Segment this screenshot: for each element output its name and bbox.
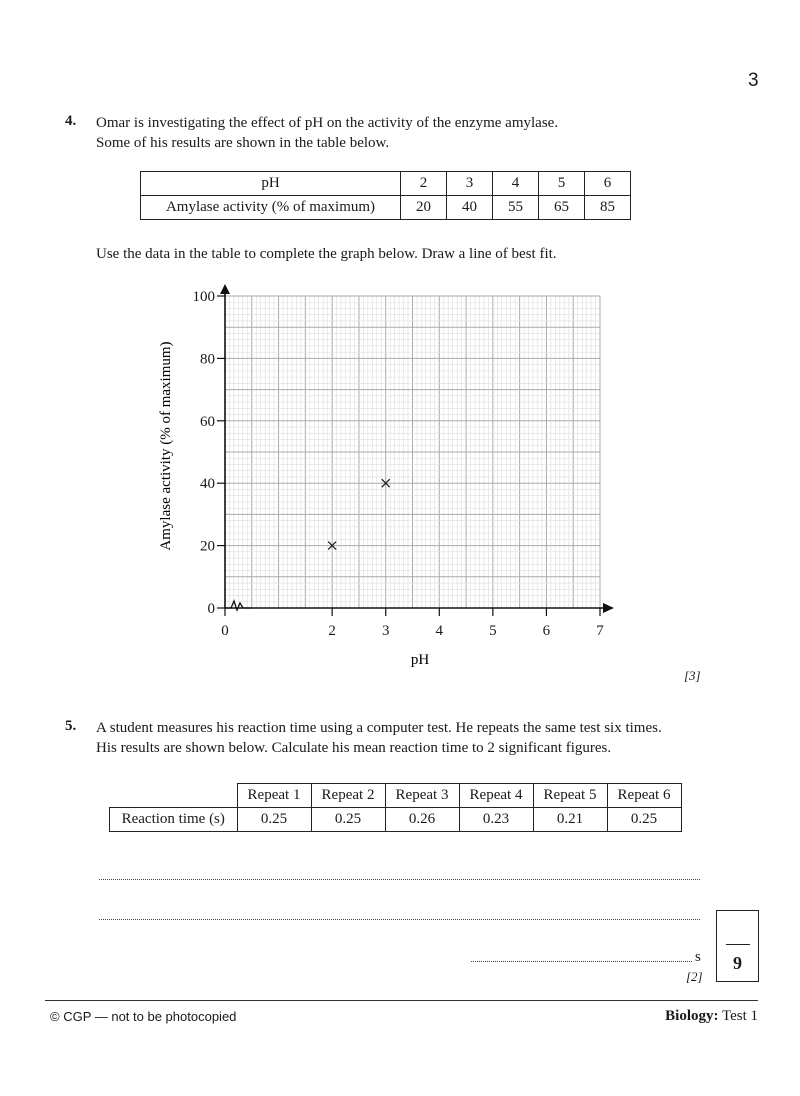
question-5-marks: [2] <box>686 969 703 984</box>
y-tick-label: 60 <box>200 413 215 430</box>
table-cell: 6 <box>585 172 631 196</box>
table-cell: 0.21 <box>533 808 607 832</box>
table-cell: 5 <box>539 172 585 196</box>
table-cell: 0.23 <box>459 808 533 832</box>
total-score-value: 9 <box>733 953 742 973</box>
x-tick-label: 0 <box>221 623 229 639</box>
table-row <box>110 784 682 808</box>
question-4-line-1: Omar is investigating the effect of pH on the activity of the enzyme amylase. <box>96 115 559 131</box>
answer-unit: s <box>695 949 701 965</box>
page-total-box <box>716 910 759 982</box>
table-header: Repeat 6 <box>607 784 681 808</box>
x-axis-label: pH <box>410 652 430 668</box>
table-cell: 0.26 <box>385 808 459 832</box>
answer-line-working-1[interactable] <box>99 879 700 880</box>
question-4-line-2: Some of his results are shown in the table below. <box>96 135 390 151</box>
table-header-activity: Amylase activity (% of maximum) <box>141 196 401 220</box>
table-header-ph: pH <box>141 172 401 196</box>
question-5-number: 5. <box>65 718 77 734</box>
table-header: Repeat 2 <box>311 784 385 808</box>
footer-test-name: Test 1 <box>718 1008 758 1024</box>
answer-line-working-2[interactable] <box>99 919 700 920</box>
table-cell: 20 <box>401 196 447 220</box>
table-header: Repeat 5 <box>533 784 607 808</box>
footer-subject-bold: Biology: <box>665 1008 719 1024</box>
footer-subject <box>665 1008 758 1025</box>
y-tick-label: 20 <box>200 538 215 555</box>
x-tick-label: 5 <box>489 623 497 639</box>
question-4-marks: [3] <box>684 668 701 683</box>
reaction-time-table <box>109 783 682 832</box>
table-header: Repeat 3 <box>385 784 459 808</box>
question-5-text <box>96 718 662 758</box>
x-tick-label: 7 <box>596 623 604 639</box>
table-empty-corner <box>110 784 238 808</box>
table-cell: 85 <box>585 196 631 220</box>
footer-divider <box>45 1000 758 1001</box>
y-tick-label: 40 <box>200 476 215 493</box>
x-tick-label: 6 <box>542 623 551 639</box>
graph-grid <box>225 296 600 608</box>
x-axis-arrow-icon <box>603 603 614 613</box>
x-tick-label: 4 <box>435 623 444 639</box>
table-cell: 2 <box>401 172 447 196</box>
table-header: Repeat 1 <box>237 784 311 808</box>
y-tick-label: 100 <box>192 289 215 305</box>
question-5-line-2: His results are shown below. Calculate his mean reaction time to 2 significant figures. <box>96 740 612 756</box>
table-cell: 40 <box>447 196 493 220</box>
table-cell: 55 <box>493 196 539 220</box>
table-cell: 0.25 <box>607 808 681 832</box>
graph-ticks <box>193 289 605 639</box>
question-4-number: 4. <box>65 113 77 129</box>
table-row <box>110 808 682 832</box>
table-cell: 3 <box>447 172 493 196</box>
y-tick-label: 80 <box>200 351 215 368</box>
y-axis-arrow-icon <box>220 284 230 294</box>
x-tick-label: 2 <box>328 623 336 639</box>
answer-line-final[interactable] <box>471 961 692 962</box>
y-axis-label: Amylase activity (% of maximum) <box>158 341 174 551</box>
footer-copyright: © CGP — not to be photocopied <box>50 1009 237 1024</box>
total-score-blank <box>726 944 750 945</box>
question-5-line-1: A student measures his reaction time using a computer test. He repeats the same test six times. <box>96 720 662 736</box>
table-cell: 0.25 <box>237 808 311 832</box>
x-tick-label: 3 <box>381 623 390 639</box>
table-cell: 4 <box>493 172 539 196</box>
question-4-instruction: Use the data in the table to complete the graph below. Draw a line of best fit. <box>96 246 557 262</box>
table-cell: 65 <box>539 196 585 220</box>
table-header: Repeat 4 <box>459 784 533 808</box>
table-cell: 0.25 <box>311 808 385 832</box>
table-row-label: Reaction time (s) <box>110 808 238 832</box>
page-number: 3 <box>748 70 759 91</box>
y-tick-label: 0 <box>207 601 215 617</box>
